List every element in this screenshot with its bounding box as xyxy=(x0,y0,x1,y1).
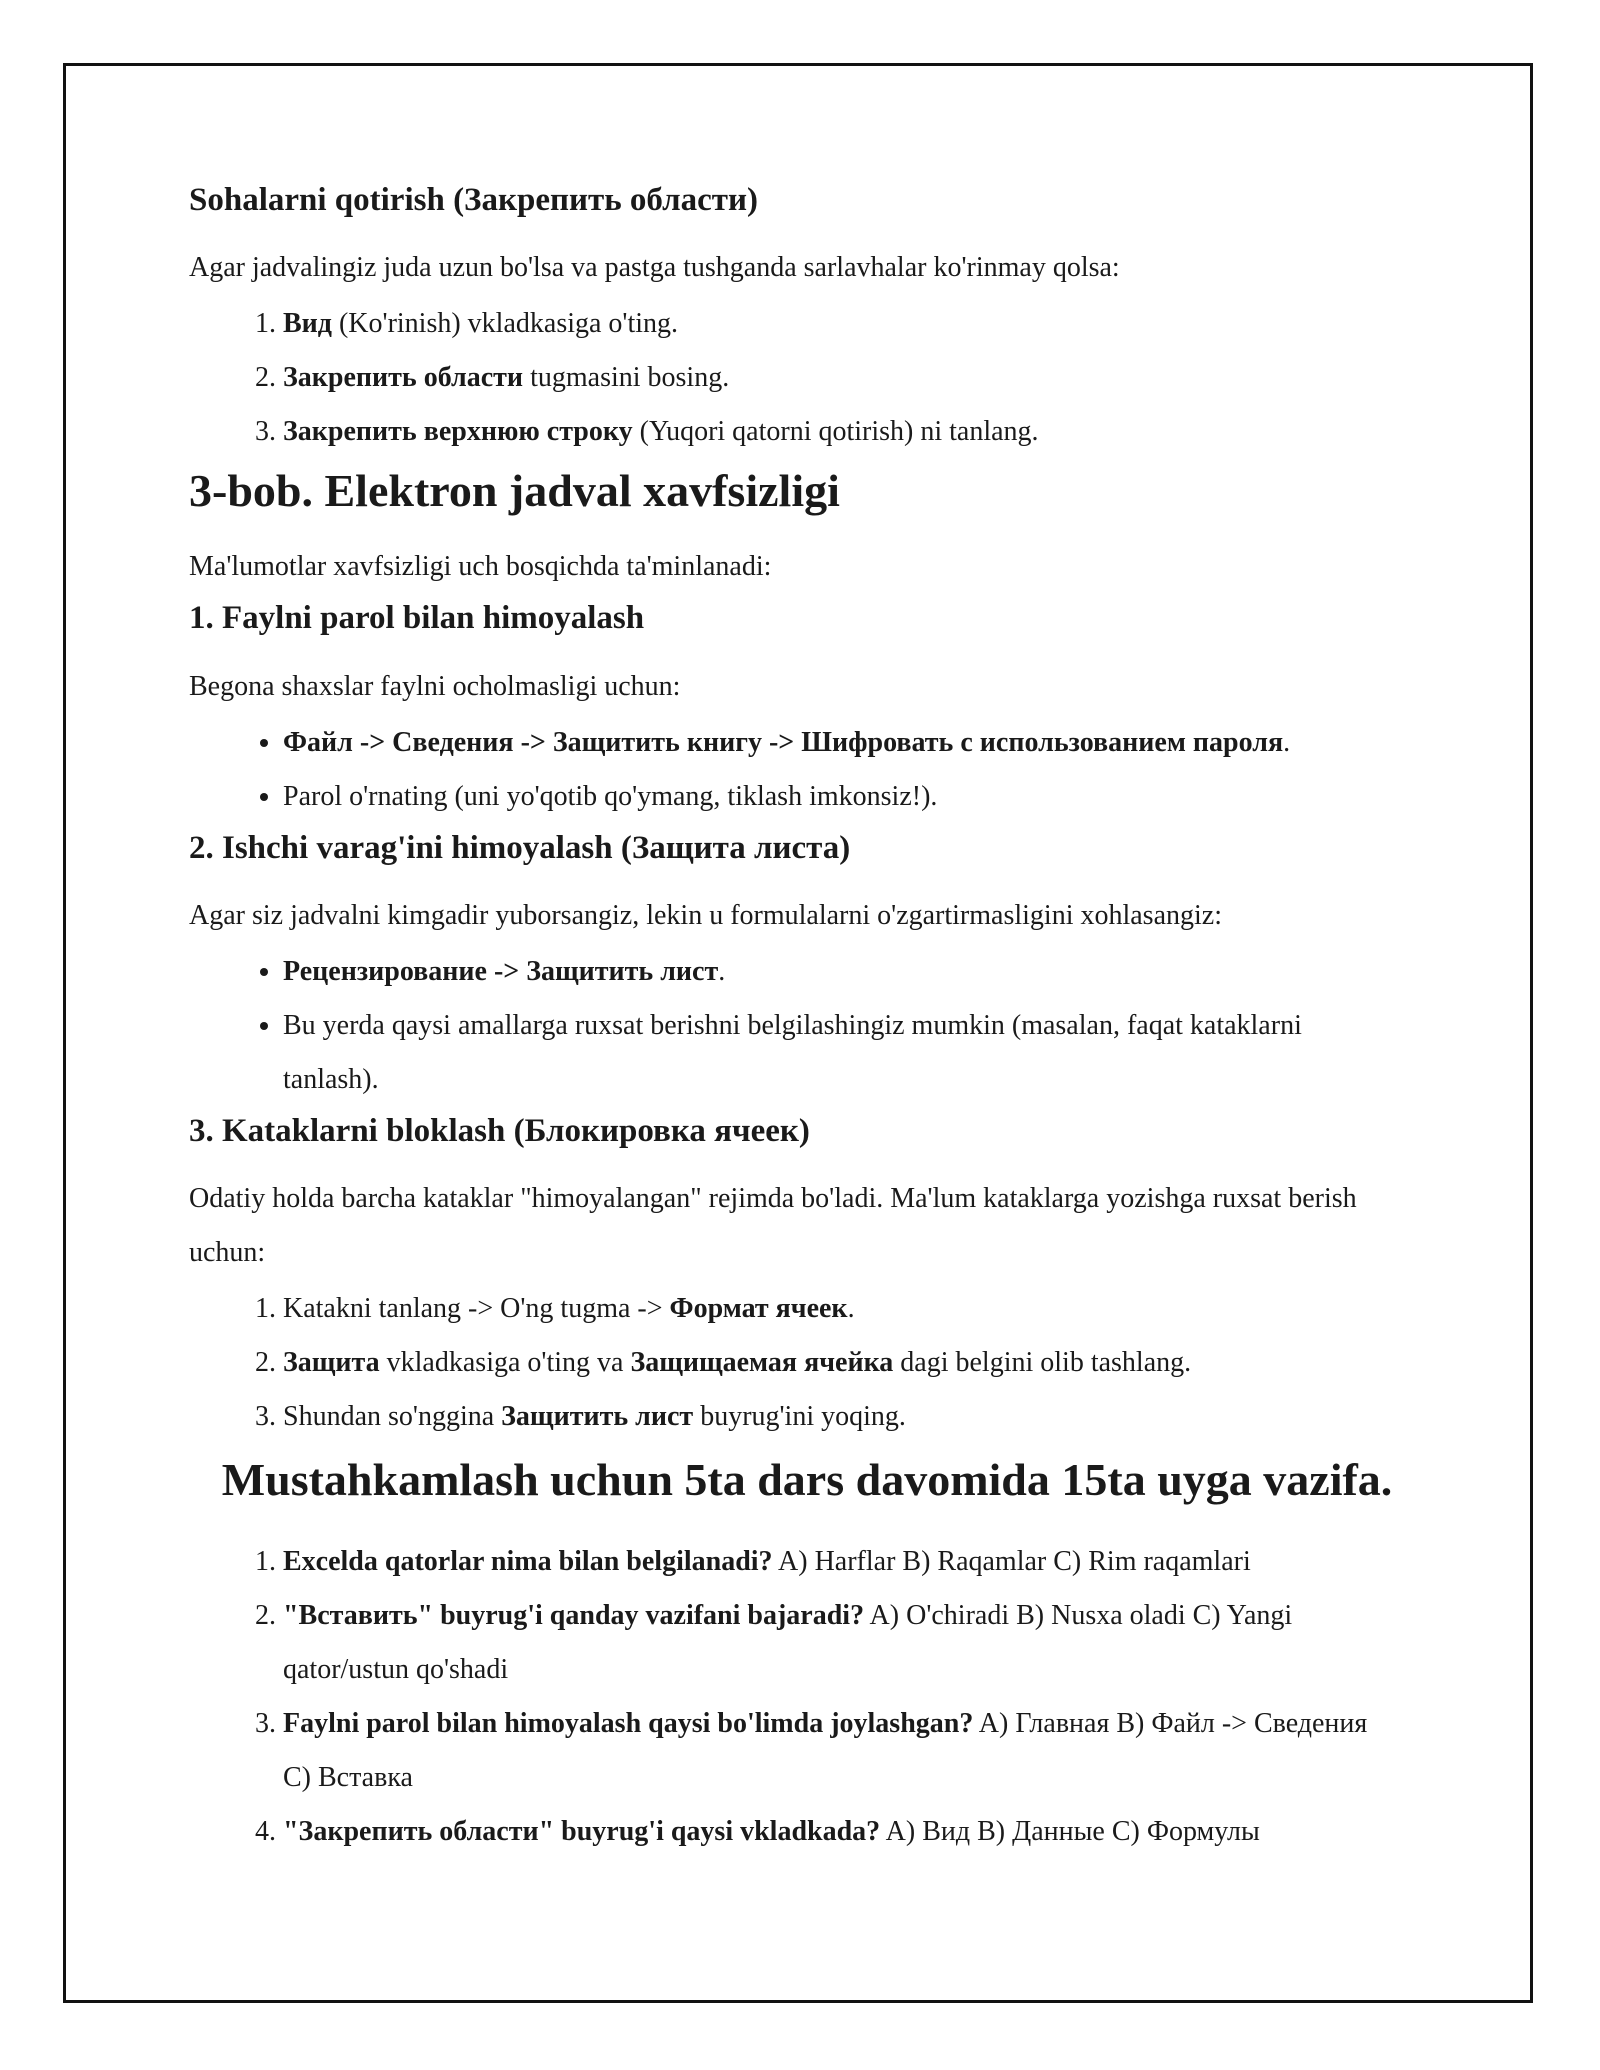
item-text: tugmasini bosing. xyxy=(523,362,730,394)
document-body xyxy=(189,180,1439,1859)
question-text: "Закрепить области" buyrug'i qaysi vkladkada? xyxy=(283,1816,881,1848)
list-item xyxy=(283,351,1439,405)
subsection-heading-cell-locking: 3. Kataklarni bloklash (Блокировка ячеек) xyxy=(189,1112,810,1149)
homework-heading: Mustahkamlash uchun 5ta dars davomida 15ta uyga vazifa. xyxy=(221,1454,1393,1506)
bold-term: Защитить лист xyxy=(526,955,719,987)
bold-term: Сведения xyxy=(392,726,514,758)
arrow: -> xyxy=(352,726,393,758)
bold-term: Защита xyxy=(283,1347,380,1379)
question-text: "Вставить" buyrug'i qanday vazifani bajaradi? xyxy=(283,1600,865,1632)
list-item xyxy=(283,716,1439,770)
list-item xyxy=(283,297,1439,351)
cell-locking-steps-list xyxy=(189,1282,1439,1444)
homework-questions-list xyxy=(189,1535,1439,1859)
item-text: . xyxy=(1283,726,1291,758)
chapter-intro: Ma'lumotlar xavfsizligi uch bosqichda ta'minlanadi: xyxy=(189,551,772,583)
item-text: (Yuqori qatorni qotirish) ni tanlang. xyxy=(632,416,1039,448)
item-text: dagi belgini olib tashlang. xyxy=(893,1347,1192,1379)
arrow: -> xyxy=(761,726,802,758)
answer-options: A) Главная B) Файл -> Сведения C) Вставка xyxy=(283,1708,1368,1794)
arrow: -> xyxy=(513,726,553,758)
sheet-protection-list xyxy=(189,945,1439,1107)
list-item: • Bu yerda qaysi amallarga ruxsat berishni belgilashingiz mumkin (masalan, faqat kataklarni tanlash). xyxy=(283,999,1439,1107)
bold-term: Шифровать с использованием пароля xyxy=(801,726,1284,758)
bold-term: Закрепить области xyxy=(283,362,524,394)
bold-term: Защищаемая ячейка xyxy=(630,1347,894,1379)
answer-options: A) O'chiradi B) Nusxa oladi C) Yangi qator/ustun qo'shadi xyxy=(283,1600,1293,1686)
item-text: vkladkasiga o'ting va xyxy=(379,1347,631,1379)
subsection-intro: Agar siz jadvalni kimgadir yuborsangiz, lekin u formulalarni o'zgartirmasligini xohlasangiz: xyxy=(189,899,1222,931)
item-text: (Ko'rinish) vkladkasiga o'ting. xyxy=(331,308,679,340)
bold-term: Формат ячеек xyxy=(669,1293,848,1325)
list-item: • Parol o'rnating (uni yo'qotib qo'ymang, tiklash imkonsiz!). xyxy=(283,770,1439,824)
bold-term: Рецензирование xyxy=(283,955,487,987)
arrow: -> xyxy=(486,955,527,987)
list-item xyxy=(283,405,1439,459)
list-item xyxy=(283,1282,1439,1336)
answer-options: A) Вид B) Данные C) Формулы xyxy=(880,1816,1260,1848)
answer-options: A) Harflar B) Raqamlar C) Rim raqamlari xyxy=(772,1546,1251,1578)
question-item xyxy=(283,1535,1399,1589)
section-heading-freeze-panes: Sohalarni qotirish (Закрепить области) xyxy=(189,182,758,218)
item-text: Katakni tanlang -> O'ng tugma -> xyxy=(283,1293,670,1325)
list-item xyxy=(283,1390,1439,1444)
question-text: Excelda qatorlar nima bilan belgilanadi? xyxy=(283,1546,773,1578)
list-item xyxy=(283,1336,1439,1390)
question-item xyxy=(283,1697,1399,1805)
bold-term: Закрепить верхнюю строку xyxy=(283,416,633,448)
question-item xyxy=(283,1805,1399,1859)
bold-term: Защитить книгу xyxy=(552,726,762,758)
subsection-heading-file-password: 1. Faylni parol bilan himoyalash xyxy=(189,600,645,637)
question-text: Faylni parol bilan himoyalash qaysi bo'limda joylashgan? xyxy=(283,1708,974,1740)
question-item xyxy=(283,1589,1399,1697)
subsection-intro: Odatiy holda barcha kataklar "himoyalangan" rejimda bo'ladi. Ma'lum kataklarga yozishga ruxsat berish uchun: xyxy=(189,1183,1357,1269)
item-text: Shundan so'nggina xyxy=(283,1401,502,1433)
subsection-heading-sheet-protection: 2. Ishchi varag'ini himoyalash (Защита листа) xyxy=(189,829,851,866)
subsection-intro: Begona shaxslar faylni ocholmasligi uchun: xyxy=(189,670,681,702)
list-item xyxy=(283,945,1439,999)
chapter-heading: 3-bob. Elektron jadval xavfsizligi xyxy=(189,465,840,517)
item-text: . xyxy=(718,955,726,987)
bold-term: Файл xyxy=(283,726,353,758)
section-intro: Agar jadvalingiz juda uzun bo'lsa va pastga tushganda sarlavhalar ko'rinmay qolsa: xyxy=(189,252,1120,284)
file-password-list xyxy=(189,716,1439,824)
bold-term: Защитить лист xyxy=(501,1401,694,1433)
freeze-steps-list xyxy=(189,297,1439,459)
item-text: . xyxy=(847,1293,855,1325)
item-text: buyrug'ini yoqing. xyxy=(693,1401,906,1433)
bold-term: Вид xyxy=(283,308,332,340)
